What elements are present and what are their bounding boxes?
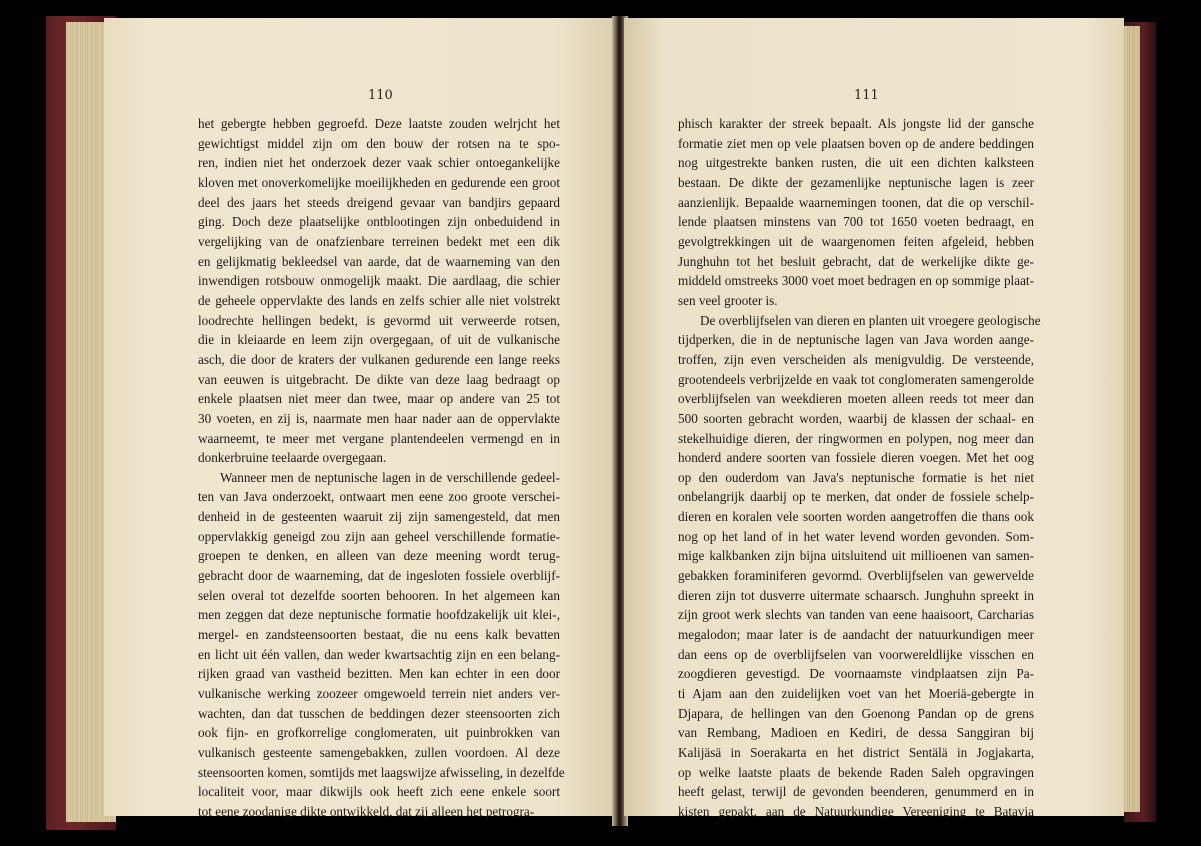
text-line: van Rembang, Madioen en Kediri, de dessa Sanggiran bij xyxy=(678,725,1034,741)
text-line: deel des jaars het steeds dreigend gevaar van bandjirs gepaard xyxy=(198,194,560,210)
page-body-text xyxy=(678,114,1041,822)
text-line: ook fijn- en grofkorrelige conglomeraten, uit puinbrokken van xyxy=(198,725,560,741)
text-line: Djapara, de hellingen van den Goenong Pandan op de grens xyxy=(678,705,1034,721)
text-line: Kalijäsä in Soerakarta en het district Sentälä in Jogjakarta, xyxy=(678,745,1034,760)
text-line: loodrechte hellingen bedekt, is gevormd uit verweerde rotsen, xyxy=(198,312,560,328)
text-line: Junghuhn tot het besluit gebracht, dat de werkelijke dikte ge- xyxy=(678,253,1034,269)
text-line: troffen, zijn even verscheiden als menigvuldig. De versteende, xyxy=(678,351,1034,367)
text-line: gebracht door de waarneming, dat de ingesloten fossiele overblijf- xyxy=(198,568,560,584)
page-body-text xyxy=(198,114,565,822)
text-line: mergel- en zandsteensoorten bestaat, die nu eens kalk bevatten xyxy=(198,627,560,643)
text-line: kisten gepakt, aan de Natuurkundige Vereeniging te Batavia xyxy=(678,803,1034,819)
text-line: phisch karakter der streek bepaalt. Als jongste lid der gansche xyxy=(678,116,1034,131)
text-line: overblijfselen van weekdieren moeten alleen reeds tot meer dan xyxy=(678,391,1034,407)
text-line: en gelijkmatig bekleedsel van aarde, dat de waarneming van den xyxy=(198,253,560,269)
text-line: waarneemt, te meer met vergane plantendeelen vermengd en in xyxy=(198,430,560,446)
text-line: lende plaatsen minstens van 700 tot 1650 voeten bedraagt, en xyxy=(678,214,1034,230)
left-page xyxy=(104,18,616,819)
text-line: dan eens op de overblijfselen van voorwereldlijke visschen en xyxy=(678,646,1034,662)
text-line: stekelhuidige dieren, der ringwormen en polypen, nog meer dan xyxy=(678,430,1034,446)
text-line: donkerbruine teelaarde overgegaan. xyxy=(198,450,387,466)
text-line: ti Ajam aan den zuidelijken voet van het Moeriä-gebergte in xyxy=(678,686,1034,702)
text-line: kloven met onoverkomelijke moeilijkheden en gedurende een groot xyxy=(198,174,560,190)
text-line: die in kleiaarde en leem zijn overgegaan, of uit de vulkanische xyxy=(198,332,560,348)
text-line: enkele plaatsen niet meer dan twee, maar op andere van 25 tot xyxy=(198,391,560,407)
text-line: ging. Doch deze plaatselijke ontblootingen zijn onbeduidend in xyxy=(198,214,560,230)
text-line: en licht uit één vallen, dan weder kwartsachtig zijn en een belang- xyxy=(198,646,560,662)
right-page xyxy=(624,18,1124,819)
text-line: 30 voeten, en zij is, naarmate men haar nader aan de oppervlakte xyxy=(198,410,560,426)
text-line: honderd andere soorten van fossiele dieren voegen. Met het oog xyxy=(678,450,1034,466)
text-line: tijdperken, die in de neptunische lagen van Java worden aange- xyxy=(678,332,1034,348)
text-line: vergelijking van de onafzienbare terreinen bedekt met een dik xyxy=(198,233,560,249)
text-line: grootendeels verbrijzelde en vaak tot conglomeraten samengerolde xyxy=(678,371,1034,387)
text-line: rijken graad van vastheid bezitten. Men kan echter in een door xyxy=(198,666,560,682)
text-line: bestaan. De dikte der gezamenlijke neptunische lagen is zeer xyxy=(678,174,1034,190)
text-line: dieren zijn tot dusverre uitermate schaarsch. Junghuhn spreekt in xyxy=(678,587,1034,603)
text-line: zoogdieren gevestigd. De voornaamste vindplaatsen zijn Pa- xyxy=(678,666,1034,682)
text-line: onbelangrijk daarbij op te merken, dat onder de fossiele schelp- xyxy=(678,489,1034,505)
text-line: oppervlakkig geneigd zou zijn aan geheel verschillende formatie- xyxy=(198,528,560,544)
text-line: groepen te denken, en alleen van deze meening wordt terug- xyxy=(198,548,560,564)
text-line: heeft gelast, terwijl de gevonden beenderen, genummerd en in xyxy=(678,784,1034,800)
text-line: formatie ziet men op vele plaatsen boven op de andere beddingen xyxy=(678,135,1034,151)
text-line: asch, die door de kraters der vulkanen gedurende een lange reeks xyxy=(198,351,560,367)
text-line: ten van Java onderzoekt, ontwaart men eene zoo groote verschei- xyxy=(198,489,560,505)
text-line: localiteit voor, maar dikwijls ook heeft zich eene enkele soort xyxy=(198,784,560,800)
text-line: aanzienlijk. Bepaalde waarnemingen toonen, dat die op verschil- xyxy=(678,194,1034,210)
text-line: tot eene zoodanige dikte ontwikkeld, dat zij alleen het petrogra- xyxy=(198,803,535,819)
text-line: ren, indien niet het onderzoek dezer vaak schier ontoegankelijke xyxy=(198,155,560,171)
text-line: Wanneer men de neptunische lagen in de verschillende gedeel- xyxy=(220,469,560,485)
text-line: nog op het land of in het water levend worden gevonden. Som- xyxy=(678,528,1034,544)
text-line: nog uitgestrekte banken rusten, die uit een dichten kalksteen xyxy=(678,155,1034,171)
text-line: op welke laatste plaats de bekende Raden Saleh opgravingen xyxy=(678,764,1034,780)
text-line: zijn groot werk slechts van tanden van eene haaisoort, Carcharias xyxy=(678,607,1034,623)
page-number: 111 xyxy=(854,88,879,103)
text-line: dieren en koralen vele soorten worden aangetroffen die thans ook xyxy=(678,509,1034,525)
text-line: van eeuwen is uitgebracht. De dikte van deze laag bedraagt op xyxy=(198,371,560,387)
page-number: 110 xyxy=(368,88,393,103)
text-line: op den ouderdom van Java's neptunische formatie is het niet xyxy=(678,469,1034,485)
text-line: denheid in de gesteenten waaruit zij zijn samengesteld, dat men xyxy=(198,509,560,525)
text-line: de geheele oppervlakte des lands en zelfs schier alle niet volstrekt xyxy=(198,292,560,308)
text-line: selen overal tot dezelfde soorten behooren. In het algemeen kan xyxy=(198,587,560,603)
text-line: het gebergte hebben gegroefd. Deze laatste zouden welrjcht het xyxy=(198,116,560,131)
text-line: wachten, dan dat tusschen de beddingen dezer steensoorten zich xyxy=(198,705,560,721)
text-line: 500 soorten gebracht worden, waarbij de klassen der schaal- en xyxy=(678,410,1034,426)
text-line: steensoorten komen, somtijds met laagswijze afwisseling, in dezelfde xyxy=(198,764,565,780)
text-line: men zeggen dat deze neptunische formatie hoofdzakelijk uit klei-, xyxy=(198,607,560,623)
text-line: inwendigen rotsbouw onmogelijk maakt. Die aardlaag, die schier xyxy=(198,273,560,289)
text-line: gebakken foraminiferen gevormd. Overblijfselen van gewervelde xyxy=(678,568,1034,584)
text-line: vulkanische werking zoozeer omgewoeld terrein niet anders ver- xyxy=(198,686,560,702)
text-line: sen veel grooter is. xyxy=(678,292,778,308)
text-line: gevolgtrekkingen uit de waargenomen feiten afgeleid, hebben xyxy=(678,233,1034,249)
text-line: mige kalkbanken zijn bijna uitsluitend uit millioenen van samen- xyxy=(678,548,1034,564)
text-line: gewichtigst middel zijn om den bouw der rotsen na te spo- xyxy=(198,135,560,151)
text-line: vulkanisch gesteente samengebakken, zullen voordoen. Al deze xyxy=(198,745,560,760)
text-line: De overblijfselen van dieren en planten uit vroegere geologische xyxy=(700,312,1041,328)
text-line: megalodon; maar later is de aandacht der natuurkundigen meer xyxy=(678,627,1034,643)
text-line: middeld omstreeks 3000 voet moet bedragen en op sommige plaat- xyxy=(678,273,1034,289)
